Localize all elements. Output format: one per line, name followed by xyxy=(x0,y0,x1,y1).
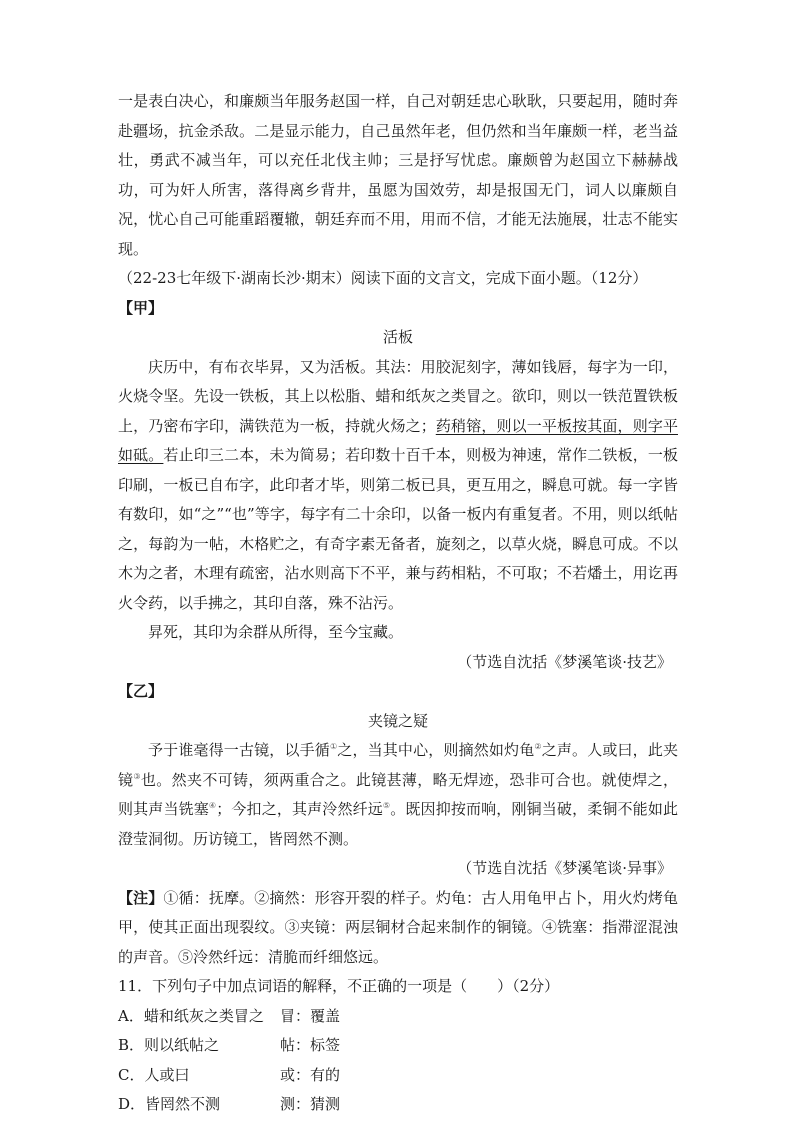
notes-label: 【注】 xyxy=(118,888,164,907)
jia-paragraph-1 xyxy=(118,353,678,619)
jia-paragraph-2: 昇死，其印为余群从所得，至今宝藏。 xyxy=(148,623,404,641)
option-d xyxy=(118,1090,678,1120)
intro-paragraph: 一是表白决心，和廉颇当年服务赵国一样，自己对朝廷忠心耿耿，只要起用，随时奔赴疆场，抗金杀敌。二是显示能力，自己虽然年老，但仍然和当年廉颇一样，老当益壮，勇武不减当年，可以充任北伐主帅；三是抒写忧虑。廉颇曾为赵国立下赫赫战功，可为奸人所害，落得离乡背井，虽愿为国效劳，却是报国无门，词人以廉颇自况，忧心自己可能重蹈覆辙，朝廷弃而不用，用而不信，才能无法施展，壮志不能实现。 xyxy=(118,92,678,258)
section-jia-label: 【甲】 xyxy=(118,298,164,317)
option-b-sentence: B．则以纸帖之 xyxy=(118,1036,220,1054)
option-d-explanation: 测：猜测 xyxy=(280,1095,341,1113)
jia-text-a: 庆历中，有布衣毕昇，又为活板。其法：用胶泥刻字，薄如钱唇，每字为一印，火烧令坚。先设一铁板，其上以松脂、蜡和纸灰之类冒之。欲印，则以一铁范置铁板上，乃密布字印，满铁范为一板，持就火炀之； xyxy=(118,357,678,435)
option-d-sentence: D．皆罔然不测 xyxy=(118,1095,221,1113)
note-ref-5: ⑤ xyxy=(382,801,391,810)
option-a xyxy=(118,1002,678,1032)
option-b xyxy=(118,1031,678,1061)
yi-text-5: ；今扣之，其声泠然纤远 xyxy=(216,800,383,818)
note-ref-1: ① xyxy=(329,742,338,751)
jia-text-b: 若止印三二本，未为简易；若印数十百千本，则极为神速，常作二铁板，一板印刷，一板已自布字，此印者才毕，则第二板已具，更互用之，瞬息可就。每一字皆有数印，如“之”“也”等字，每字有二十余印，以备一板内有重复者。不用，则以纸帖之，每韵为一帖，木格贮之，有奇字素无备者，旋刻之，以草火烧，瞬息可成。不以木为之者，木理有疏密，沾水则高下不平，兼与药相粘，不可取；不若燔土，用讫再火令药，以手拂之，其印自落，殊不沾污。 xyxy=(118,446,678,612)
section-jia-title: 活板 xyxy=(382,328,413,346)
option-c-sentence: C．人或曰 xyxy=(118,1065,190,1084)
option-b-explanation: 帖：标签 xyxy=(280,1036,341,1054)
option-c-explanation: 或：有的 xyxy=(280,1065,341,1084)
notes-paragraph xyxy=(118,884,678,973)
yi-text-1: 予于谁毫得一古镜，以手循 xyxy=(148,741,330,759)
question-intro: （22-23七年级下·湖南长沙·期末）阅读下面的文言文，完成下面小题。（12分） xyxy=(118,269,648,287)
yi-text-4: 也。然夹不可铸，须两重合之。此镜甚薄，略无焊迹，恐非可合也。就使焊之，则其声当铣塞 xyxy=(118,770,678,818)
option-a-explanation: 冒：覆盖 xyxy=(280,1006,341,1025)
jia-underlined-sentence: 药稍镕，则以一平板按其面，则字平如砥。 xyxy=(118,416,678,464)
document-page xyxy=(118,87,678,1120)
notes-text: ①循：抚摩。②摘然：形容开裂的样子。灼龟：古人用龟甲占卜，用火灼烤龟甲，使其正面出现裂纹。③夹镜：两层铜材合起来制作的铜镜。④铣塞：指滞涩混浊的声音。⑤泠然纤远：清脆而纤细悠远。 xyxy=(118,888,678,966)
jia-source: （节选自沈括《梦溪笔谈·技艺》 xyxy=(457,652,672,671)
yi-paragraph xyxy=(118,736,678,854)
yi-source: （节选自沈括《梦溪笔谈·异事》 xyxy=(457,859,672,877)
section-yi-label: 【乙】 xyxy=(118,682,164,700)
yi-text-6: 。既因抑按而响，刚铜当破，柔铜不能如此澄莹洞彻。历访镜工，皆罔然不测。 xyxy=(118,800,678,848)
question-11-stem: 11．下列句子中加点词语的解释，不正确的一项是（ ）（2分） xyxy=(118,977,560,995)
yi-text-2: 之，当其中心，则摘然如灼龟 xyxy=(337,741,535,759)
note-ref-4: ④ xyxy=(208,801,217,810)
note-ref-3: ③ xyxy=(133,771,141,781)
section-yi-title: 夹镜之疑 xyxy=(367,711,428,730)
option-c xyxy=(118,1061,678,1091)
option-a-sentence: A．蜡和纸灰之类冒之 xyxy=(118,1006,264,1025)
note-ref-2: ② xyxy=(534,742,542,751)
yi-text-3: 之声。人或曰，此夹镜 xyxy=(118,741,679,789)
